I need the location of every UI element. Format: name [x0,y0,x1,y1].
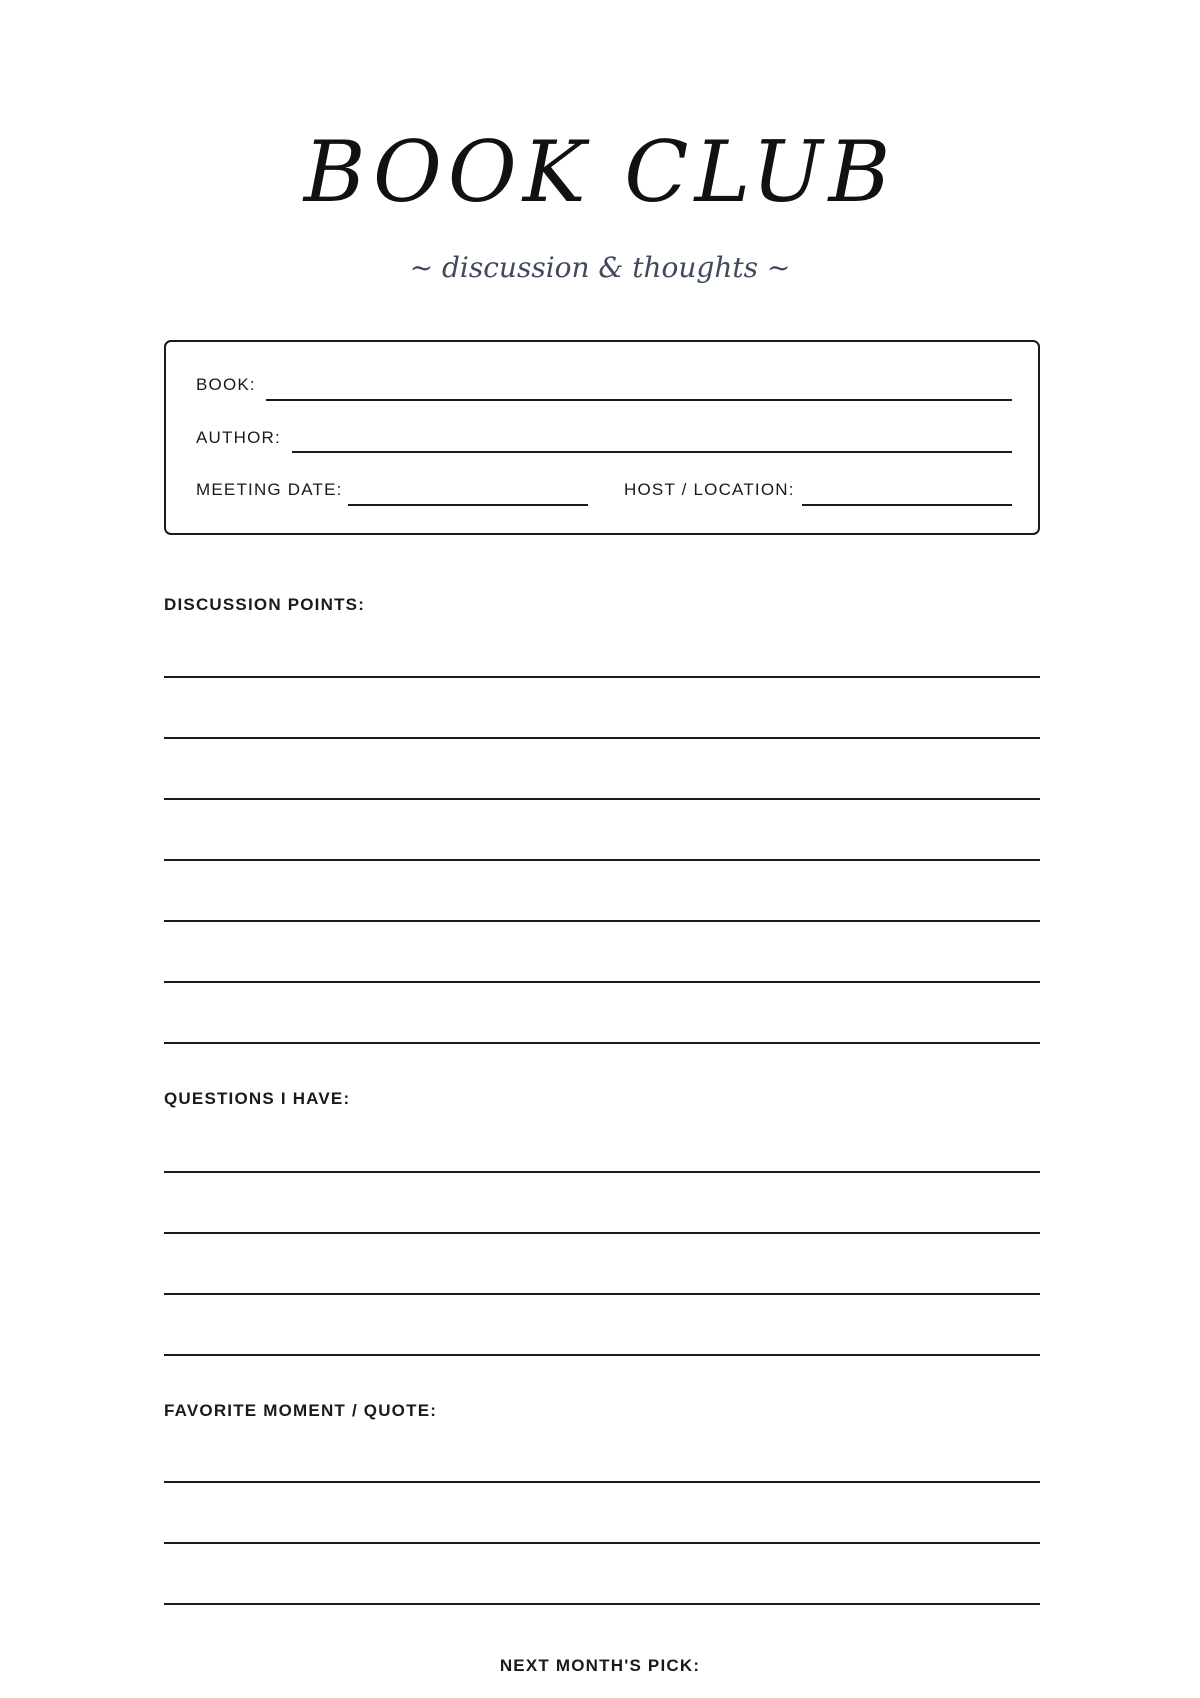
questions-line[interactable] [164,1354,1040,1356]
questions-line[interactable] [164,1232,1040,1234]
discussion-line[interactable] [164,920,1040,922]
page-title: BOOK CLUB [303,123,897,221]
meeting-date-field-line[interactable] [348,504,588,506]
discussion-points-label: DISCUSSION POINTS: [164,595,366,614]
discussion-line[interactable] [164,981,1040,983]
discussion-line[interactable] [164,737,1040,739]
questions-line[interactable] [164,1293,1040,1295]
host-location-label: HOST / LOCATION: [624,480,795,499]
next-month-pick-label: NEXT MONTH'S PICK: [499,1656,701,1675]
favorite-moment-label: FAVORITE MOMENT / QUOTE: [164,1401,438,1420]
questions-line[interactable] [164,1171,1040,1173]
author-field-line[interactable] [292,451,1012,453]
discussion-line[interactable] [164,859,1040,861]
favorite-line[interactable] [164,1542,1040,1544]
discussion-line[interactable] [164,798,1040,800]
questions-label: QUESTIONS I HAVE: [164,1089,351,1108]
book-label: BOOK: [196,375,256,394]
discussion-line[interactable] [164,676,1040,678]
host-location-field-line[interactable] [802,504,1012,506]
favorite-line[interactable] [164,1603,1040,1605]
meeting-date-label: MEETING DATE: [196,480,343,499]
favorite-line[interactable] [164,1481,1040,1483]
page-subtitle: ~ discussion & thoughts ~ [409,251,791,284]
book-info-box [164,340,1040,535]
author-label: AUTHOR: [196,428,281,447]
book-field-line[interactable] [266,399,1012,401]
discussion-line[interactable] [164,1042,1040,1044]
